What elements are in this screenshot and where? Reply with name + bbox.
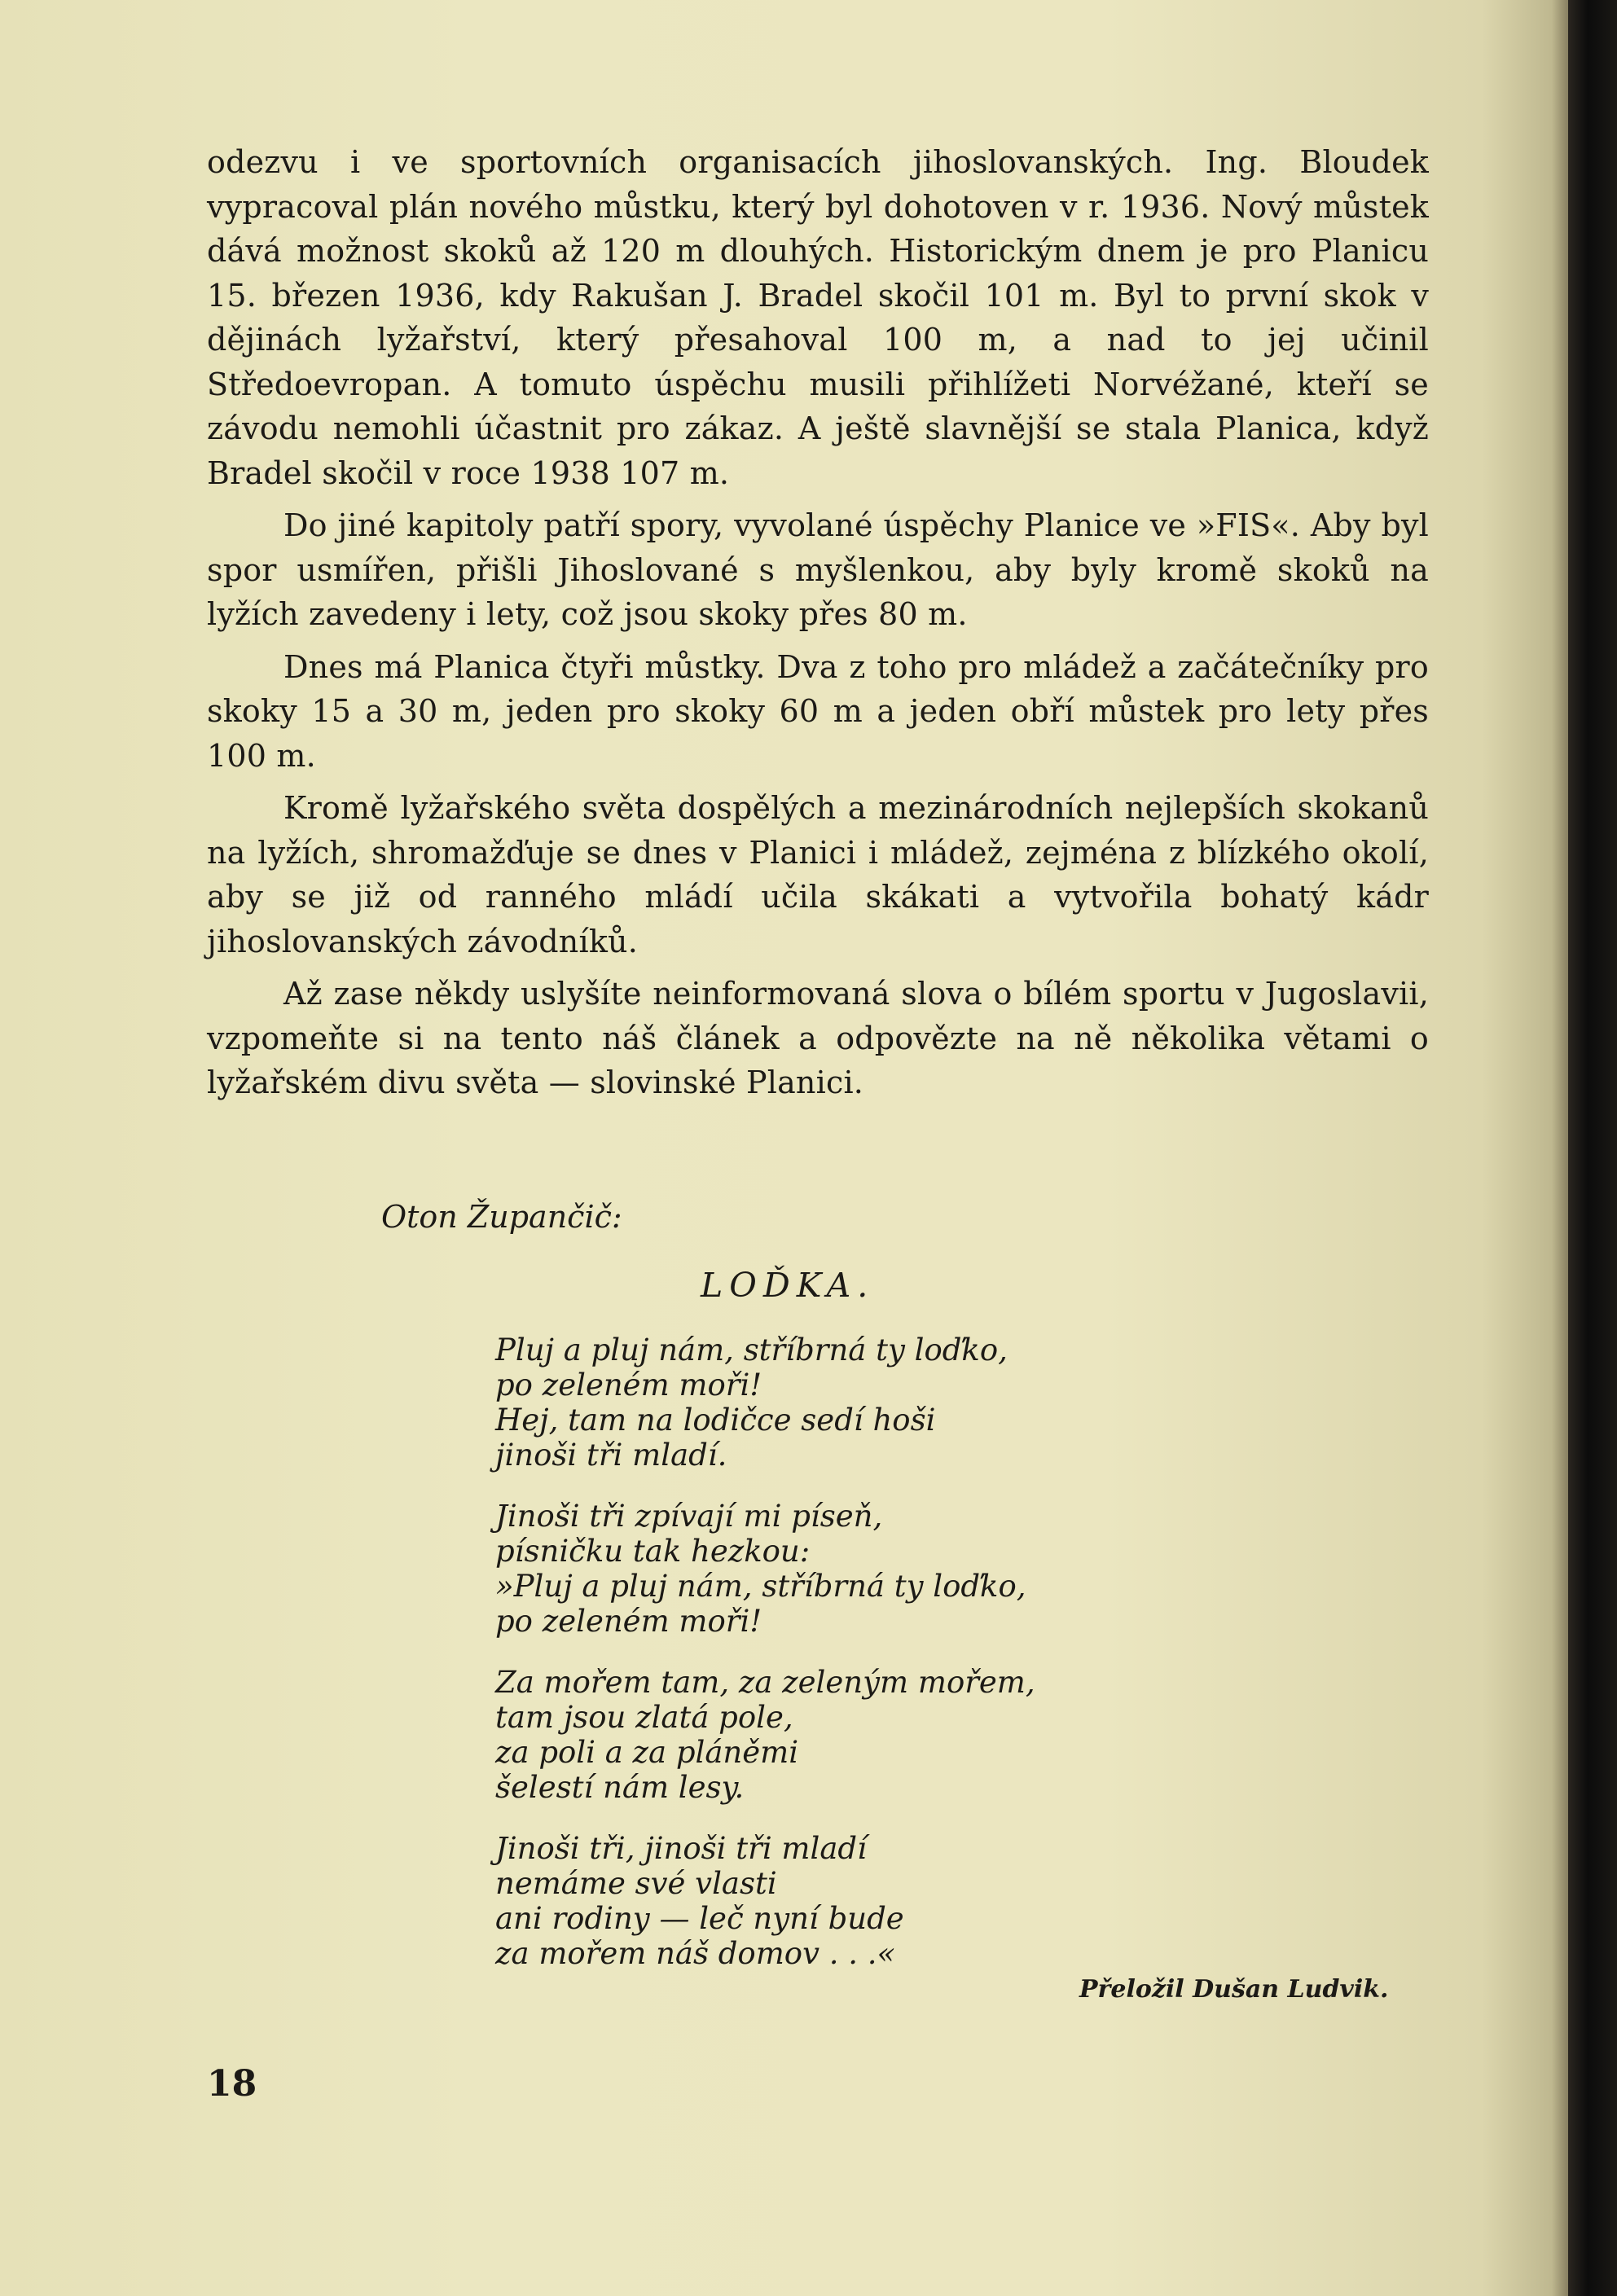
poem-line: Jinoši tři, jinoši tři mladí	[495, 1831, 867, 1866]
poem-stanza	[495, 1831, 1228, 1971]
poem-stanza	[495, 1332, 1228, 1473]
poem-stanza	[495, 1499, 1228, 1639]
paragraph: Dnes má Planica čtyři můstky. Dva z toho pro mládež a začátečníky pro skoky 15 a 30 m, jeden pro skoky 60 m a jeden obří můstek pro lety přes 100 m.	[207, 648, 1429, 774]
paragraph: Až zase někdy uslyšíte neinformovaná slova o bílém sportu v Jugoslavii, vzpomeňte si na tento náš článek a odpovězte na ně několika větami o lyžařském divu světa — slovinské Planici.	[207, 976, 1429, 1100]
poem-line: za mořem náš domov . . .«	[495, 1936, 896, 1971]
paragraph: Do jiné kapitoly patří spory, vyvolané úspěchy Planice ve »FIS«. Aby byl spor usmířen, přišli Jihoslované s myšlenkou, aby byly kromě skoků na lyžích zavedeny i lety, což jsou skoky přes 80 m.	[207, 507, 1429, 632]
poem-line: Hej, tam na lodičce sedí hoši	[495, 1403, 936, 1438]
poem-line: po zeleném moři!	[495, 1368, 762, 1403]
paragraph: odezvu i ve sportovních organisacích jihoslovanských. Ing. Bloudek vypracoval plán nového můstku, který byl dohotoven v r. 1936. Nový můstek dává možnost skoků až 120 m dlouhých. Historickým dnem je pro Planicu 15. březen 1936, kdy Rakušan J. Bradel skočil 101 m. Byl to první skok v dějinách lyžařství, který přesahoval 100 m, a nad to jej učinil Středoevropan. A tomuto úspěchu musili přihlížeti Norvéžané, kteří se závodu nemohli účastnit pro zákaz. A ještě slavnější se stala Planica, když Bradel skočil v roce 1938 107 m.	[207, 144, 1429, 491]
book-binding	[1568, 0, 1617, 2296]
poem-stanza	[495, 1665, 1228, 1805]
page-number: 18	[207, 2063, 257, 2105]
translator-credit: Přeložil Dušan Ludvik.	[1079, 1975, 1389, 2004]
poem-body	[495, 1332, 1228, 1997]
poem-line: po zeleném moři!	[495, 1604, 762, 1639]
poem-line: za poli a za pláněmi	[495, 1735, 799, 1770]
poem-title: LOĎKA.	[701, 1266, 875, 1305]
poem-line: »Pluj a pluj nám, stříbrná ty loďko,	[495, 1569, 1026, 1604]
paragraph: Kromě lyžařského světa dospělých a mezinárodních nejlepších skokanů na lyžích, shromažďuje se dnes v Planici i mládež, zejména z blízkého okolí, aby se již od ranného mládí učila skákati a vytvořila bohatý kádr jihoslovanských závodníků.	[207, 790, 1429, 959]
poem-line: Za mořem tam, za zeleným mořem,	[495, 1665, 1035, 1700]
poem-line: tam jsou zlatá pole,	[495, 1700, 793, 1735]
page-gutter-shadow	[1552, 0, 1570, 2296]
poem-line: Jinoši tři zpívají mi píseň,	[495, 1499, 883, 1534]
article-text	[207, 140, 1429, 1113]
poem-line: nemáme své vlasti	[495, 1866, 777, 1901]
poem-line: jinoši tři mladí.	[495, 1438, 727, 1473]
poem-line: písničku tak hezkou:	[495, 1534, 811, 1569]
poem-line: šelestí nám lesy.	[495, 1770, 745, 1805]
poem-line: Pluj a pluj nám, stříbrná ty loďko,	[495, 1332, 1008, 1368]
poem-author: Oton Župančič:	[381, 1199, 622, 1235]
poem-line: ani rodiny — leč nyní bude	[495, 1901, 904, 1936]
